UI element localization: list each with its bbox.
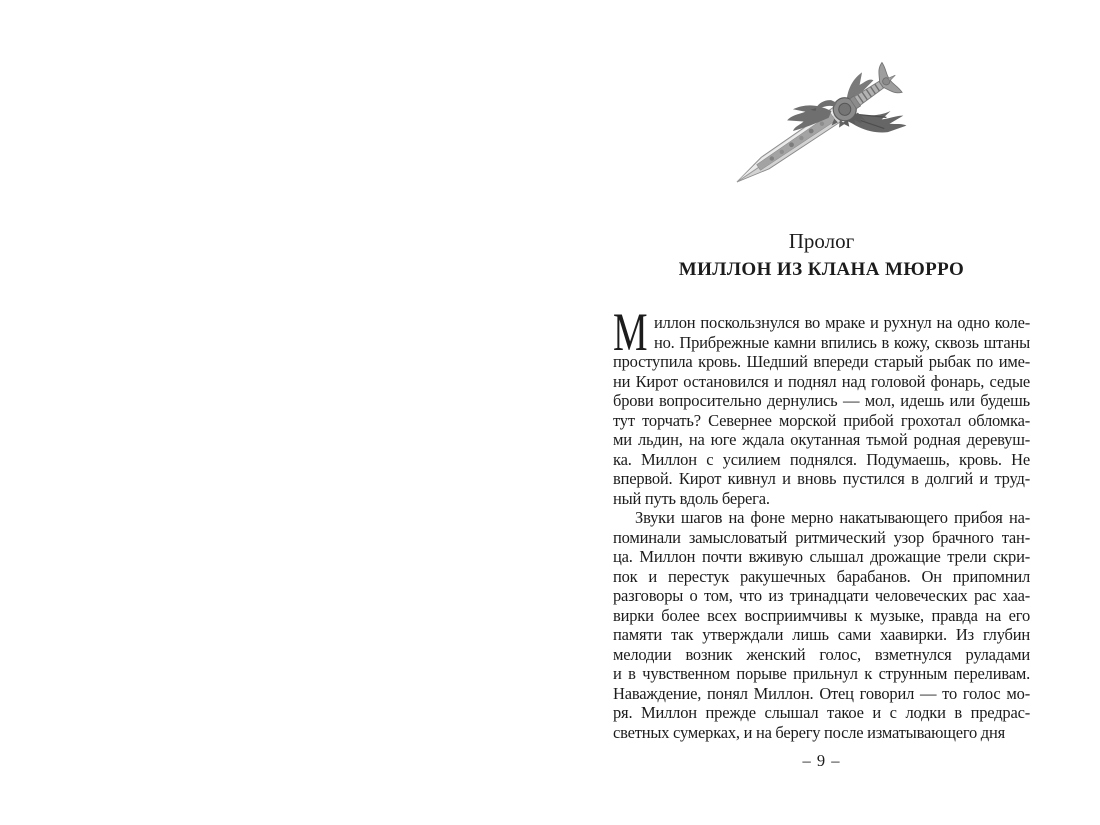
book-page — [613, 0, 1030, 825]
text-line: ца. Миллон почти вживую слышал дрожащие трели скри- — [613, 547, 1030, 566]
text-line: но. Прибрежные камни впились в кожу, сквозь штаны — [654, 332, 1030, 352]
text-line: памяти так утверждали лишь сами хаавирки. Из глубин — [613, 625, 1030, 644]
text-line: светных сумерках, и на берегу после изматывающего дня — [613, 722, 1005, 742]
text-line: ка. Миллон с усилием поднялся. Подумаешь, кровь. Не — [613, 449, 1030, 469]
text-line: вирки более всех восприимчивы к музыке, правда на его — [613, 605, 1030, 625]
text-line: иллон поскользнулся во мраке и рухнул на одно коле- — [654, 313, 1030, 332]
page-number: – 9 – — [802, 751, 841, 770]
text-line: поминали замысловатый ритмический узор брачного тан- — [613, 527, 1030, 547]
text-line: Наваждение, понял Миллон. Отец говорил — то голос мо- — [613, 683, 1030, 703]
text-line: тут торчать? Севернее морской прибой грохотал обломка- — [613, 410, 1030, 430]
dragon-sword-icon — [727, 58, 917, 198]
text-line: мелодии возник женский голос, взметнулся руладами — [613, 644, 1030, 664]
text-line: и в чувственном порыве прильнул к струнным переливам. — [613, 664, 1030, 683]
dragon-sword-illustration — [613, 58, 1030, 203]
text-line: ни Кирот остановился и поднял над головой фонарь, седые — [613, 371, 1030, 391]
chapter-title: МИЛЛОН ИЗ КЛАНА МЮРРО — [678, 259, 965, 280]
sword-blade — [732, 107, 842, 188]
text-line: ря. Миллон прежде слышал такое и с лодки в предрас- — [613, 703, 1030, 722]
text-line: пок и перестук ракушечных барабанов. Он припомнил — [613, 566, 1030, 586]
text-line: впервой. Кирот кивнул и вновь пустился в долгий и труд- — [613, 469, 1030, 488]
drop-cap: М — [613, 302, 648, 362]
text-line: разговоры о том, что из тринадцати человеческих рас хаа- — [613, 586, 1030, 605]
text-line: Звуки шагов на фоне мерно накатывающего прибоя на- — [635, 508, 1030, 527]
text-line: ми льдин, на юге ждала окутанная тьмой родная деревуш- — [613, 430, 1030, 449]
body-text — [613, 302, 1030, 742]
chapter-kicker: Пролог — [788, 229, 855, 253]
text-line: брови вопросительно дернулись — мол, идешь или будешь — [613, 391, 1030, 410]
text-line: проступила кровь. Шедший впереди старый рыбак по име- — [613, 352, 1030, 371]
text-line: ный путь вдоль берега. — [613, 488, 770, 508]
